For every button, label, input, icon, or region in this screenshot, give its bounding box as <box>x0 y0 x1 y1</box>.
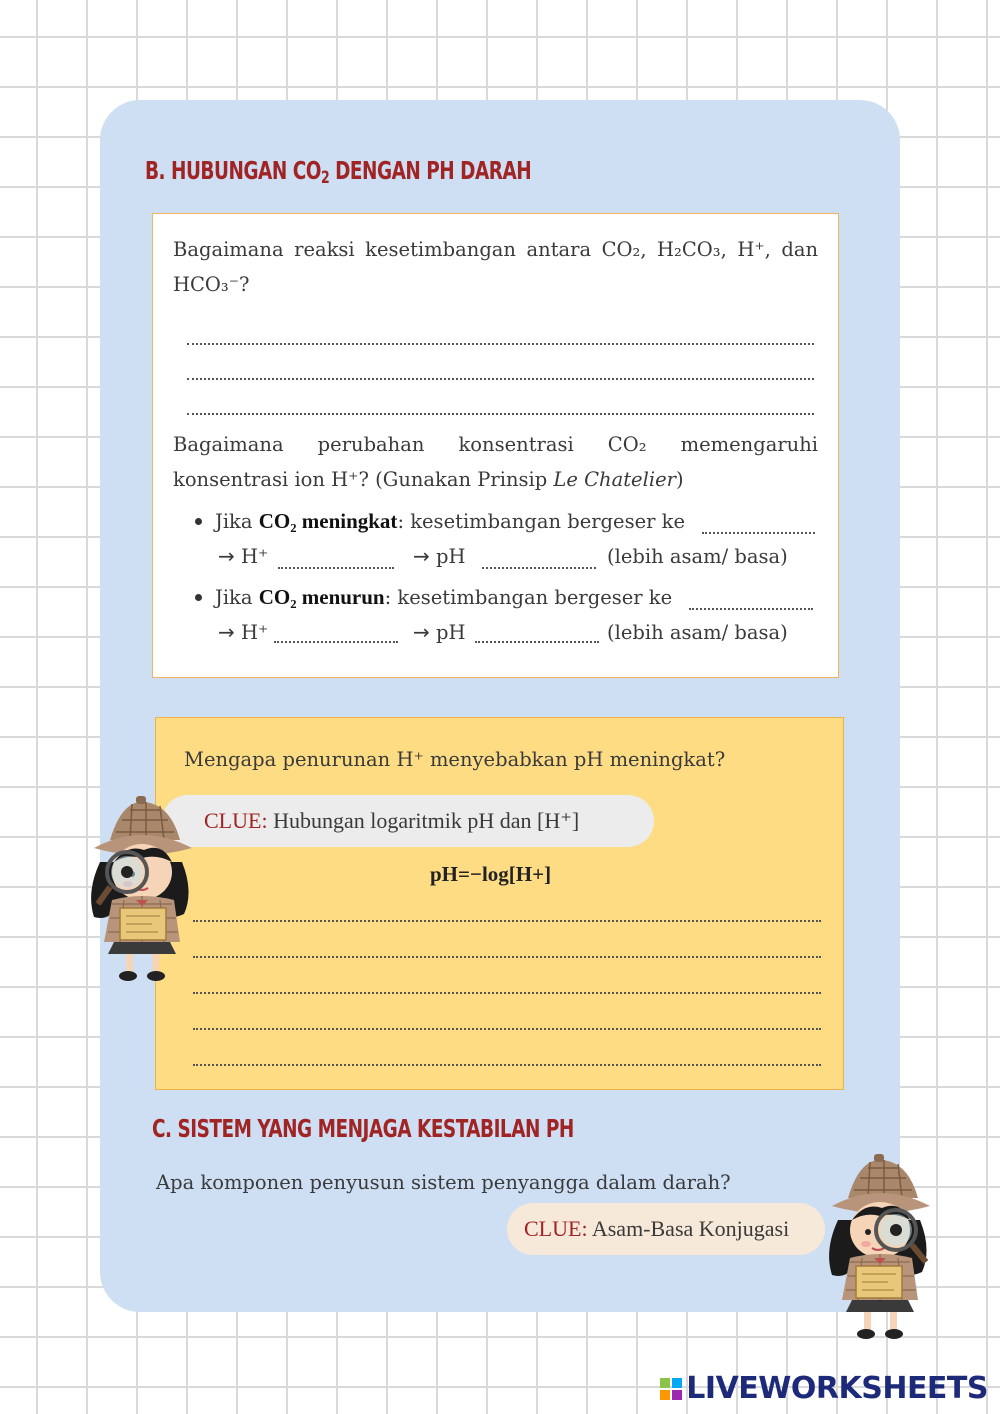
clue-pill-1: CLUE: Hubungan logaritmik pH dan [H⁺] <box>162 795 654 847</box>
bullet-2-tail: (lebih asam/ basa) <box>607 621 788 644</box>
blank-ph-2[interactable] <box>475 641 599 643</box>
blank-h-2[interactable] <box>274 641 398 643</box>
question-3: Mengapa penurunan H⁺ menyebabkan pH meningkat? <box>184 748 726 771</box>
answer-line[interactable] <box>193 1064 821 1066</box>
answer-line[interactable] <box>193 992 821 994</box>
bullet-2-text: Jika CO₂ menurun: kesetimbangan bergeser ke <box>215 585 673 609</box>
ph-formula: pH=−log[H+] <box>430 862 552 886</box>
question-1-line-1: Bagaimana reaksi kesetimbangan antara CO₂, H₂CO₃, H⁺, dan <box>173 238 818 261</box>
bullet-dot <box>195 518 202 525</box>
answer-line[interactable] <box>187 378 814 380</box>
question-1-line-2: HCO₃⁻? <box>173 273 250 296</box>
detective-girl-illustration <box>72 792 212 986</box>
answer-line[interactable] <box>193 956 821 958</box>
brand-text: LIVEWORKSHEETS <box>686 1371 988 1406</box>
blank-shift-direction-2[interactable] <box>689 608 813 610</box>
liveworksheets-logo-icon <box>660 1378 682 1400</box>
bullet-2-ph: → pH <box>413 620 466 644</box>
detective-girl-illustration <box>810 1150 950 1344</box>
bullet-1-text: Jika CO₂ meningkat: kesetimbangan bergeser ke <box>215 509 685 533</box>
answer-line[interactable] <box>187 343 814 345</box>
clue-pill-2: CLUE: Asam-Basa Konjugasi <box>507 1203 825 1255</box>
blank-ph-1[interactable] <box>482 567 596 569</box>
answer-line[interactable] <box>193 920 821 922</box>
blank-shift-direction-1[interactable] <box>702 532 815 534</box>
answer-line[interactable] <box>187 413 814 415</box>
question-2-line-2: konsentrasi ion H⁺? (Gunakan Prinsip Le Chatelier) <box>173 468 684 491</box>
bullet-2-result: → H⁺ <box>218 620 269 644</box>
bullet-1-tail: (lebih asam/ basa) <box>607 545 788 568</box>
bullet-1-ph: → pH <box>413 544 466 568</box>
bullet-dot <box>195 594 202 601</box>
liveworksheets-brand[interactable] <box>660 1371 988 1406</box>
section-c-title: C. SISTEM YANG MENJAGA KESTABILAN PH <box>152 1114 574 1143</box>
question-4: Apa komponen penyusun sistem penyangga dalam darah? <box>156 1171 731 1194</box>
bullet-1-result: → H⁺ <box>218 544 269 568</box>
question-2-line-1: Bagaimana perubahan konsentrasi CO₂ memengaruhi <box>173 433 818 456</box>
answer-line[interactable] <box>193 1028 821 1030</box>
section-b-title: B. HUBUNGAN $CO_2$ DENGAN PH DARAH <box>145 156 532 188</box>
blank-h-1[interactable] <box>278 567 394 569</box>
